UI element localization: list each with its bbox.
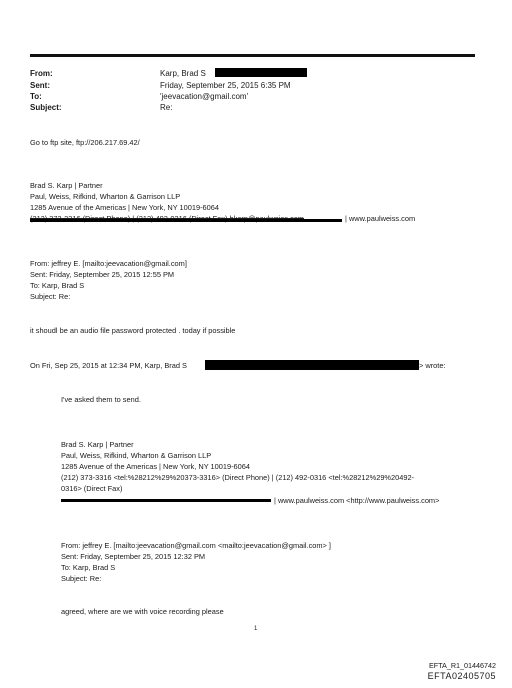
from-label: From: [30, 69, 53, 78]
sig2-phones-1: (212) 373-3316 <tel:%28212%29%20373-3316> (Direct Phone) | (212) 492-0316 <tel:%28212%29%20492- [61, 473, 415, 482]
sig2-address: 1285 Avenue of the Americas | New York, NY 10019-6064 [61, 462, 251, 471]
bates-number-2: EFTA02405705 [427, 671, 496, 681]
redaction-sig1 [30, 219, 342, 222]
quote-intro-suffix: > wrote: [419, 361, 446, 370]
sig1-name: Brad S. Karp | Partner [30, 181, 103, 190]
fwd2-sent: Sent: Friday, September 25, 2015 12:32 PM [61, 552, 206, 561]
sig1-address: 1285 Avenue of the Americas | New York, NY 10019-6064 [30, 203, 220, 212]
header-rule [30, 54, 475, 57]
sig2-firm: Paul, Weiss, Rifkind, Wharton & Garrison LLP [61, 451, 212, 460]
quote-intro-prefix: On Fri, Sep 25, 2015 at 12:34 PM, Karp, Brad S [30, 361, 187, 370]
sig2-name: Brad S. Karp | Partner [61, 440, 134, 449]
sig1-firm: Paul, Weiss, Rifkind, Wharton & Garrison LLP [30, 192, 181, 201]
body-voice-line: agreed, where are we with voice recording please [61, 607, 224, 616]
subject-value: Re: [160, 103, 173, 112]
fwd1-to: To: Karp, Brad S [30, 281, 85, 290]
fwd2-from: From: jeffrey E. [mailto:jeevacation@gmail.com <mailto:jeevacation@gmail.com> ] [61, 541, 331, 550]
redaction-from [215, 68, 307, 77]
body-ftp-line: Go to ftp site, ftp://206.217.69.42/ [30, 138, 140, 147]
fwd1-sent: Sent: Friday, September 25, 2015 12:55 PM [30, 270, 175, 279]
fwd1-subject: Subject: Re: [30, 292, 71, 301]
fwd2-to: To: Karp, Brad S [61, 563, 116, 572]
body-audio-line: it shoudl be an audio file password protected . today if possible [30, 326, 236, 335]
sig1-web: | www.paulweiss.com [345, 214, 416, 223]
fwd1-from: From: jeffrey E. [mailto:jeevacation@gmail.com] [30, 259, 187, 268]
sent-value: Friday, September 25, 2015 6:35 PM [160, 81, 291, 90]
page-number: 1 [254, 626, 258, 632]
bates-number-1: EFTA_R1_01446742 [429, 661, 496, 670]
sig2-web: | www.paulweiss.com <http://www.paulweiss.com> [274, 496, 440, 505]
reply-line: I've asked them to send. [61, 395, 141, 404]
to-value: 'jeevacation@gmail.com' [160, 92, 249, 101]
from-value: Karp, Brad S [160, 69, 206, 78]
redaction-on-line [205, 360, 419, 370]
redaction-sig2 [61, 499, 271, 502]
sent-label: Sent: [30, 81, 50, 90]
subject-label: Subject: [30, 103, 62, 112]
sig2-phones-2: 0316> (Direct Fax) [61, 484, 123, 493]
fwd2-subject: Subject: Re: [61, 574, 102, 583]
to-label: To: [30, 92, 42, 101]
